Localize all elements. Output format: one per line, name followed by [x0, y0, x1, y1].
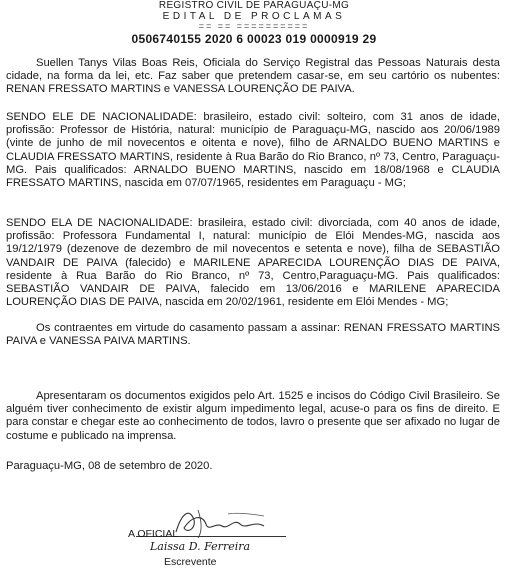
- documents-paragraph: [6, 390, 500, 443]
- oficial-label: A OFICIAL: [128, 528, 179, 540]
- intro-text: Suellen Tanys Vilas Boas Reis, Oficiala do Serviço Registral das Pessoas Naturais desta cidade, na forma da lei, etc. Faz saber que pretendem casar-se, em seu cartório os nubentes: RENAN FRESSATO MARTINS e VANESSA LOURENÇÃO DE PAIVA.: [6, 57, 500, 96]
- signer-role: Escrevente: [164, 556, 217, 568]
- registry-title: REGISTRO CIVIL DE PARAGUAÇU-MG: [158, 0, 350, 11]
- signature-block: [128, 498, 328, 570]
- place-date: Paraguaçu-MG, 08 de setembro de 2020.: [6, 460, 213, 472]
- names-paragraph: [6, 322, 500, 348]
- names-text: Os contraentes em virtude do casamento passam a assinar: RENAN FRESSATO MARTINS PAIVA e VANESSA PAIVA MARTINS.: [6, 322, 500, 348]
- header-rule: == == ==========: [198, 21, 310, 31]
- documents-text: Apresentaram os documentos exigidos pelo Art. 1525 e incisos do Código Civil Brasileiro. Se alguém tiver conhecimento de existir algum impedimento legal, acuse-o para os fins de direito. E para constar e chegar este ao conhecimento de todos, lavro o presente que ser afixado no lugar de costume e publicado na imprensa.: [6, 390, 500, 442]
- edital-title: EDITAL DE PROCLAMAS: [162, 11, 346, 22]
- bride-paragraph: SENDO ELA DE NACIONALIDADE: brasileira, estado civil: divorciada, com 40 anos de idade, profissão: Professora Fundamental I, natural: município de Elói Mendes-MG, nascida aos 19/12/1979 (dezenove de dezembro de mil novecentos e setenta e nove), filha de SEBASTIÃO VANDAIR DE PAIVA (falecido) e MARILENE APARECIDA LOURENÇÃO DIAS DE PAIVA, residente à Rua Barão do Rio Branco, nº 73, Centro,Paraguaçu-MG. Pais qualificados: SEBASTIÃO VANDAIR DE PAIVA, falecido em 13/06/2016 e MARILENE APARECIDA LOURENÇÃO DIAS DE PAIVA, nascida em 20/02/1961, residente em Elói Mendes - MG;: [6, 217, 500, 309]
- signer-name: Laissa D. Ferreira: [150, 540, 251, 553]
- registration-code: 0506740155 2020 6 00023 019 0000919 29: [131, 32, 377, 46]
- intro-paragraph: [6, 57, 500, 97]
- groom-paragraph: SENDO ELE DE NACIONALIDADE: brasileiro, estado civil: solteiro, com 31 anos de idade, profissão: Professor de História, natural: município de Paraguaçu-MG, nascido aos 20/06/1989 (vinte de junho de mil novecentos e oitenta e nove), filho de ARNALDO BUENO MARTINS e CLAUDIA FRESSATO MARTINS, residente à Rua Barão do Rio Branco, nº 73, Centro, Paraguaçu-MG. Pais qualificados: ARNALDO BUENO MARTINS, nascido em 18/08/1968 e CLAUDIA FRESSATO MARTINS, nascida em 07/07/1965, residentes em Paraguaçu - MG;: [6, 111, 500, 190]
